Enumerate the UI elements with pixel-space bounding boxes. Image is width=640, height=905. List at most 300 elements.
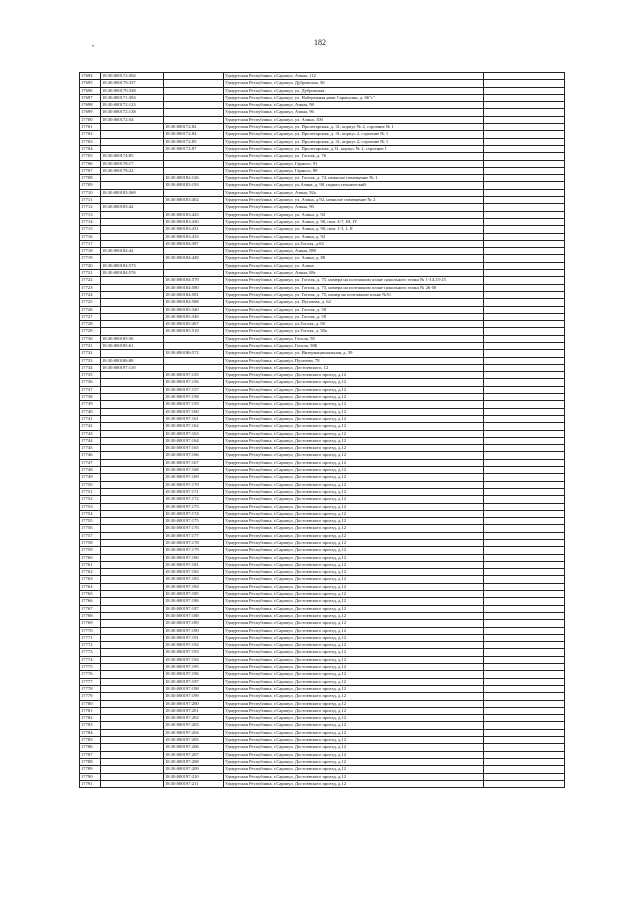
empty-cell xyxy=(484,80,565,87)
building-cadastral-number-cell: 18:30:000197:159 xyxy=(164,401,224,408)
land-cadastral-number-cell xyxy=(101,408,164,415)
land-cadastral-number-cell xyxy=(101,284,164,291)
empty-cell xyxy=(484,634,565,641)
row-number-cell: 17737 xyxy=(80,386,101,393)
building-cadastral-number-cell xyxy=(164,94,224,101)
building-cadastral-number-cell: 18:30:000197:188 xyxy=(164,612,224,619)
building-cadastral-number-cell: 18:30:000197:161 xyxy=(164,415,224,422)
land-cadastral-number-cell xyxy=(101,634,164,641)
row-number-cell: 17731 xyxy=(80,342,101,349)
building-cadastral-number-cell xyxy=(164,342,224,349)
registry-table xyxy=(79,72,565,788)
row-number-cell: 17714 xyxy=(80,218,101,225)
address-cell: Удмуртская Республика, г.Сарапул, Достоевского проезд, д.12 xyxy=(224,758,484,765)
address-cell: Удмуртская Республика, г.Сарапул, ул. Гоголя, д. 58 xyxy=(224,306,484,313)
row-number-cell: 17718 xyxy=(80,248,101,255)
empty-cell xyxy=(484,175,565,182)
address-cell: Удмуртская Республика, г.Сарапул, Достоевского проезд, д.12 xyxy=(224,401,484,408)
table-row xyxy=(80,518,565,525)
row-number-cell: 17703 xyxy=(80,138,101,145)
row-number-cell: 17705 xyxy=(80,153,101,160)
building-cadastral-number-cell: 18:30:000197:208 xyxy=(164,758,224,765)
table-row xyxy=(80,408,565,415)
land-cadastral-number-cell xyxy=(101,488,164,495)
building-cadastral-number-cell: 18:30:000197:178 xyxy=(164,540,224,547)
land-cadastral-number-cell xyxy=(101,291,164,298)
land-cadastral-number-cell xyxy=(101,255,164,262)
building-cadastral-number-cell: 18:30:000197:194 xyxy=(164,656,224,663)
empty-cell xyxy=(484,145,565,152)
page-mark: • xyxy=(92,44,95,50)
empty-cell xyxy=(484,379,565,386)
empty-cell xyxy=(484,160,565,167)
address-cell: Удмуртская Республика, г.Сарапул, Азина, 96 xyxy=(224,109,484,116)
address-cell: Удмуртская Республика, г.Сарапул, Достоевского проезд, д.12 xyxy=(224,591,484,598)
table-row xyxy=(80,394,565,401)
address-cell: Удмуртская Республика, г.Сарапул, Гарного, 89 xyxy=(224,167,484,174)
building-cadastral-number-cell: 18:30:000172:82 xyxy=(164,124,224,131)
empty-cell xyxy=(484,182,565,189)
building-cadastral-number-cell xyxy=(164,102,224,109)
land-cadastral-number-cell xyxy=(101,532,164,539)
building-cadastral-number-cell xyxy=(164,248,224,255)
building-cadastral-number-cell: 18:30:000197:189 xyxy=(164,620,224,627)
empty-cell xyxy=(484,620,565,627)
building-cadastral-number-cell: 18:30:000185:519 xyxy=(164,328,224,335)
address-cell: Удмуртская Республика, г.Сарапул, Достоевского проезд, д.12 xyxy=(224,445,484,452)
building-cadastral-number-cell: 18:30:000197:202 xyxy=(164,715,224,722)
building-cadastral-number-cell: 18:30:000197:182 xyxy=(164,569,224,576)
table-row xyxy=(80,160,565,167)
table-row xyxy=(80,583,565,590)
building-cadastral-number-cell: 18:30:000197:206 xyxy=(164,744,224,751)
table-row xyxy=(80,729,565,736)
land-cadastral-number-cell: 18:30:000184:573 xyxy=(101,262,164,269)
table-row xyxy=(80,197,565,204)
empty-cell xyxy=(484,342,565,349)
table-row xyxy=(80,94,565,101)
empty-cell xyxy=(484,270,565,277)
land-cadastral-number-cell xyxy=(101,430,164,437)
address-cell: Удмуртская Республика, г.Сарапул, Достоевского проезд, д.12 xyxy=(224,642,484,649)
building-cadastral-number-cell: 18:30:000197:183 xyxy=(164,576,224,583)
row-number-cell: 17700 xyxy=(80,116,101,123)
land-cadastral-number-cell xyxy=(101,547,164,554)
land-cadastral-number-cell xyxy=(101,744,164,751)
row-number-cell: 17695 xyxy=(80,80,101,87)
table-row xyxy=(80,510,565,517)
address-cell: Удмуртская Республика, г.Сарапул, Достоевского проезд, д.12 xyxy=(224,678,484,685)
table-row xyxy=(80,211,565,218)
empty-cell xyxy=(484,226,565,233)
row-number-cell: 17742 xyxy=(80,423,101,430)
building-cadastral-number-cell: 18:30:000197:196 xyxy=(164,671,224,678)
land-cadastral-number-cell xyxy=(101,313,164,320)
address-cell: Удмуртская Республика, г.Сарапул, Достоевского проезд, д.12 xyxy=(224,554,484,561)
address-cell: Удмуртская Республика, г.Сарапул, Достоевского проезд, д.12 xyxy=(224,569,484,576)
table-row xyxy=(80,357,565,364)
land-cadastral-number-cell: 18:30:000170:338 xyxy=(101,87,164,94)
address-cell: Удмуртская Республика, г.Сарапул, Достоевского проезд, д.12 xyxy=(224,481,484,488)
empty-cell xyxy=(484,116,565,123)
empty-cell xyxy=(484,445,565,452)
empty-cell xyxy=(484,591,565,598)
land-cadastral-number-cell xyxy=(101,467,164,474)
address-cell: Удмуртская Республика, г.Сарапул, Азина, 90 xyxy=(224,204,484,211)
empty-cell xyxy=(484,569,565,576)
table-row xyxy=(80,131,565,138)
land-cadastral-number-cell xyxy=(101,561,164,568)
table-row xyxy=(80,540,565,547)
empty-cell xyxy=(484,664,565,671)
row-number-cell: 17694 xyxy=(80,73,101,80)
building-cadastral-number-cell: 18:30:000197:176 xyxy=(164,525,224,532)
table-row xyxy=(80,612,565,619)
empty-cell xyxy=(484,138,565,145)
empty-cell xyxy=(484,394,565,401)
empty-cell xyxy=(484,598,565,605)
address-cell: Удмуртская Республика, г.Сарапул, Достоевского проезд, д.12 xyxy=(224,722,484,729)
row-number-cell: 17791 xyxy=(80,780,101,787)
table-row xyxy=(80,576,565,583)
empty-cell xyxy=(484,715,565,722)
building-cadastral-number-cell: 18:30:000197:200 xyxy=(164,700,224,707)
table-row xyxy=(80,751,565,758)
empty-cell xyxy=(484,153,565,160)
empty-cell xyxy=(484,291,565,298)
building-cadastral-number-cell: 18:30:000197:201 xyxy=(164,707,224,714)
address-cell: Удмуртская Республика, г.Сарапул, Достоевского проезд, д.12 xyxy=(224,620,484,627)
address-cell: Удмуртская Республика, г.Сарапул, Достоевского проезд, д.12 xyxy=(224,773,484,780)
row-number-cell: 17699 xyxy=(80,109,101,116)
row-number-cell: 17743 xyxy=(80,430,101,437)
table-row xyxy=(80,321,565,328)
row-number-cell: 17782 xyxy=(80,715,101,722)
building-cadastral-number-cell: 18:30:000197:167 xyxy=(164,459,224,466)
address-cell: Удмуртская Республика, г.Сарапул, ул. Азина, д. 90, пом. 4-7, III, IV xyxy=(224,218,484,225)
land-cadastral-number-cell xyxy=(101,350,164,357)
table-row xyxy=(80,415,565,422)
building-cadastral-number-cell: 18:30:000197:191 xyxy=(164,634,224,641)
empty-cell xyxy=(484,372,565,379)
address-cell: Удмуртская Республика, г.Сарапул, Достоевского проезд, д.12 xyxy=(224,780,484,787)
address-cell: Удмуртская Республика, г.Сарапул, ул. Пролетарская, д.31, корпус № 2, строение 1 xyxy=(224,145,484,152)
land-cadastral-number-cell xyxy=(101,437,164,444)
table-row xyxy=(80,605,565,612)
address-cell: Удмуртская Республика, г.Сарапул, Достоевского проезд, д.12 xyxy=(224,766,484,773)
empty-cell xyxy=(484,561,565,568)
land-cadastral-number-cell xyxy=(101,510,164,517)
table-row xyxy=(80,80,565,87)
land-cadastral-number-cell xyxy=(101,182,164,189)
address-cell: Удмуртская Республика, г.Сарапул, ул. Пролетарская, д. 31, корпус 2, строение № 1 xyxy=(224,131,484,138)
row-number-cell: 17727 xyxy=(80,313,101,320)
building-cadastral-number-cell: 18:30:000197:177 xyxy=(164,532,224,539)
address-cell: Удмуртская Республика, г.Сарапул, Достоевского проезд, д.12 xyxy=(224,415,484,422)
address-cell: Удмуртская Республика, г.Сарапул, Достоевского проезд, д.12 xyxy=(224,532,484,539)
empty-cell xyxy=(484,109,565,116)
land-cadastral-number-cell xyxy=(101,306,164,313)
land-cadastral-number-cell xyxy=(101,503,164,510)
address-cell: Удмуртская Республика, г.Сарапул, Достоевского проезд, д.12 xyxy=(224,664,484,671)
building-cadastral-number-cell xyxy=(164,189,224,196)
registry-table-body xyxy=(80,73,565,788)
row-number-cell: 17760 xyxy=(80,554,101,561)
empty-cell xyxy=(484,474,565,481)
empty-cell xyxy=(484,766,565,773)
address-cell: Удмуртская Республика, г.Сарапул, ул.Гоголя, д. 58а xyxy=(224,328,484,335)
address-cell: Удмуртская Республика, г.Сарапул, Достоевского проезд, д.12 xyxy=(224,737,484,744)
empty-cell xyxy=(484,248,565,255)
table-row xyxy=(80,73,565,80)
land-cadastral-number-cell: 18:30:000185:56 xyxy=(101,335,164,342)
building-cadastral-number-cell: 18:30:000197:155 xyxy=(164,372,224,379)
land-cadastral-number-cell xyxy=(101,452,164,459)
row-number-cell: 17776 xyxy=(80,671,101,678)
row-number-cell: 17740 xyxy=(80,408,101,415)
land-cadastral-number-cell xyxy=(101,576,164,583)
empty-cell xyxy=(484,576,565,583)
address-cell: Удмуртская Республика, г.Сарапул, Достоевского проезд, д.12 xyxy=(224,518,484,525)
building-cadastral-number-cell: 18:30:000184:588 xyxy=(164,299,224,306)
empty-cell xyxy=(484,124,565,131)
land-cadastral-number-cell xyxy=(101,700,164,707)
row-number-cell: 17716 xyxy=(80,233,101,240)
address-cell: Удмуртская Республика, г.Сарапул, Достоевского проезд, д.12 xyxy=(224,547,484,554)
empty-cell xyxy=(484,488,565,495)
land-cadastral-number-cell xyxy=(101,729,164,736)
building-cadastral-number-cell: 18:30:000197:172 xyxy=(164,496,224,503)
table-row xyxy=(80,109,565,116)
address-cell: Удмуртская Республика, г.Сарапул, ул. Пугачева, д. 62 xyxy=(224,299,484,306)
table-row xyxy=(80,364,565,371)
building-cadastral-number-cell xyxy=(164,109,224,116)
table-row xyxy=(80,561,565,568)
land-cadastral-number-cell xyxy=(101,598,164,605)
empty-cell xyxy=(484,94,565,101)
table-row xyxy=(80,277,565,284)
empty-cell xyxy=(484,751,565,758)
building-cadastral-number-cell: 18:30:000183:431 xyxy=(164,226,224,233)
table-row xyxy=(80,262,565,269)
building-cadastral-number-cell xyxy=(164,262,224,269)
row-number-cell: 17755 xyxy=(80,518,101,525)
table-row xyxy=(80,313,565,320)
row-number-cell: 17724 xyxy=(80,291,101,298)
address-cell: Удмуртская Республика, г.Сарапул, Азина, 88г xyxy=(224,270,484,277)
table-row xyxy=(80,189,565,196)
building-cadastral-number-cell: 18:30:000197:192 xyxy=(164,642,224,649)
building-cadastral-number-cell: 18:30:000185:349 xyxy=(164,313,224,320)
address-cell: Удмуртская Республика, г.Сарапул, Достоевского проезд, д.12 xyxy=(224,467,484,474)
building-cadastral-number-cell xyxy=(164,204,224,211)
row-number-cell: 17749 xyxy=(80,474,101,481)
table-row xyxy=(80,306,565,313)
building-cadastral-number-cell: 18:30:000197:173 xyxy=(164,503,224,510)
address-cell: Удмуртская Республика, г.Сарапул, Достоевского проезд, д.12 xyxy=(224,583,484,590)
land-cadastral-number-cell xyxy=(101,226,164,233)
row-number-cell: 17785 xyxy=(80,737,101,744)
land-cadastral-number-cell xyxy=(101,780,164,787)
empty-cell xyxy=(484,262,565,269)
empty-cell xyxy=(484,496,565,503)
empty-cell xyxy=(484,321,565,328)
table-row xyxy=(80,598,565,605)
table-row xyxy=(80,452,565,459)
row-number-cell: 17736 xyxy=(80,379,101,386)
building-cadastral-number-cell xyxy=(164,153,224,160)
address-cell: Удмуртская Республика, г.Сарапул, ул. Гоголя, д. 75, номера на поэтажном плане цокольного этажа № 26-50 xyxy=(224,284,484,291)
empty-cell xyxy=(484,693,565,700)
empty-cell xyxy=(484,729,565,736)
table-row xyxy=(80,474,565,481)
table-row xyxy=(80,685,565,692)
row-number-cell: 17704 xyxy=(80,145,101,152)
land-cadastral-number-cell: 18:30:000183:42 xyxy=(101,204,164,211)
row-number-cell: 17734 xyxy=(80,364,101,371)
empty-cell xyxy=(484,357,565,364)
building-cadastral-number-cell: 18:30:000197:168 xyxy=(164,467,224,474)
row-number-cell: 17759 xyxy=(80,547,101,554)
empty-cell xyxy=(484,707,565,714)
building-cadastral-number-cell: 18:30:000197:169 xyxy=(164,474,224,481)
table-row xyxy=(80,342,565,349)
row-number-cell: 17739 xyxy=(80,401,101,408)
land-cadastral-number-cell xyxy=(101,715,164,722)
empty-cell xyxy=(484,189,565,196)
building-cadastral-number-cell: 18:30:000197:179 xyxy=(164,547,224,554)
building-cadastral-number-cell: 18:30:000184:581 xyxy=(164,291,224,298)
row-number-cell: 17752 xyxy=(80,496,101,503)
land-cadastral-number-cell xyxy=(101,459,164,466)
table-row xyxy=(80,671,565,678)
table-row xyxy=(80,780,565,787)
empty-cell xyxy=(484,218,565,225)
land-cadastral-number-cell xyxy=(101,328,164,335)
table-row xyxy=(80,233,565,240)
land-cadastral-number-cell xyxy=(101,612,164,619)
row-number-cell: 17763 xyxy=(80,576,101,583)
building-cadastral-number-cell: 18:30:000197:174 xyxy=(164,510,224,517)
row-number-cell: 17767 xyxy=(80,605,101,612)
table-row xyxy=(80,467,565,474)
land-cadastral-number-cell xyxy=(101,277,164,284)
row-number-cell: 17713 xyxy=(80,211,101,218)
table-row xyxy=(80,248,565,255)
empty-cell xyxy=(484,583,565,590)
row-number-cell: 17761 xyxy=(80,561,101,568)
row-number-cell: 17756 xyxy=(80,525,101,532)
address-cell: Удмуртская Республика, г.Сарапул, ул. Гоголя, д. 76 xyxy=(224,153,484,160)
address-cell: Удмуртская Республика, г.Сарапул, ул. Гоголя, д. 75, номер на поэтажном плане №51 xyxy=(224,291,484,298)
empty-cell xyxy=(484,102,565,109)
address-cell: Удмуртская Республика, г.Сарапул, Достоевского проезд, д.12 xyxy=(224,540,484,547)
address-cell: Удмуртская Республика, г.Сарапул, Достоевского проезд, д.12 xyxy=(224,627,484,634)
empty-cell xyxy=(484,510,565,517)
address-cell: Удмуртская Республика, г.Сарапул, Достоевского проезд, д.12 xyxy=(224,729,484,736)
empty-cell xyxy=(484,518,565,525)
empty-cell xyxy=(484,87,565,94)
address-cell: Удмуртская Республика, г.Сарапул, ул.Гоголя, д.63 xyxy=(224,240,484,247)
building-cadastral-number-cell: 18:30:000197:210 xyxy=(164,773,224,780)
address-cell: Удмуртская Республика, г.Сарапул, Достоевского проезд, д.12 xyxy=(224,430,484,437)
land-cadastral-number-cell xyxy=(101,758,164,765)
row-number-cell: 17789 xyxy=(80,766,101,773)
building-cadastral-number-cell xyxy=(164,364,224,371)
empty-cell xyxy=(484,547,565,554)
building-cadastral-number-cell: 18:30:000197:184 xyxy=(164,583,224,590)
address-cell: Удмуртская Республика, г.Сарапул, Достоевского проезд, д.12 xyxy=(224,561,484,568)
table-row xyxy=(80,299,565,306)
address-cell: Удмуртская Республика, г.Сарапул, ул.Азина, д. 90, подвал технический xyxy=(224,182,484,189)
address-cell: Удмуртская Республика, г.Сарапул, ул. Азина, д. 92 xyxy=(224,211,484,218)
land-cadastral-number-cell xyxy=(101,627,164,634)
table-row xyxy=(80,328,565,335)
land-cadastral-number-cell xyxy=(101,678,164,685)
table-row xyxy=(80,678,565,685)
land-cadastral-number-cell xyxy=(101,583,164,590)
building-cadastral-number-cell: 18:30:000197:211 xyxy=(164,780,224,787)
building-cadastral-number-cell: 18:30:000172:84 xyxy=(164,131,224,138)
empty-cell xyxy=(484,612,565,619)
table-row xyxy=(80,102,565,109)
table-row xyxy=(80,372,565,379)
table-row xyxy=(80,423,565,430)
address-cell: Удмуртская Республика, г.Сарапул, Достоевского проезд, д.12 xyxy=(224,423,484,430)
row-number-cell: 17745 xyxy=(80,445,101,452)
address-cell: Удмуртская Республика, г.Сарапул, Достоевского, 12 xyxy=(224,364,484,371)
table-row xyxy=(80,138,565,145)
table-row xyxy=(80,335,565,342)
address-cell: Удмуртская Республика, г.Сарапул, Достоевского проезд, д.12 xyxy=(224,693,484,700)
address-cell: Удмуртская Республика, г.Сарапул, Достоевского проезд, д.12 xyxy=(224,437,484,444)
empty-cell xyxy=(484,255,565,262)
row-number-cell: 17701 xyxy=(80,124,101,131)
row-number-cell: 17738 xyxy=(80,394,101,401)
building-cadastral-number-cell: 18:30:000186:572 xyxy=(164,350,224,357)
building-cadastral-number-cell: 18:30:000197:180 xyxy=(164,554,224,561)
table-row xyxy=(80,379,565,386)
empty-cell xyxy=(484,722,565,729)
empty-cell xyxy=(484,306,565,313)
table-row xyxy=(80,284,565,291)
building-cadastral-number-cell: 18:30:000197:163 xyxy=(164,430,224,437)
land-cadastral-number-cell xyxy=(101,496,164,503)
table-row xyxy=(80,386,565,393)
empty-cell xyxy=(484,642,565,649)
table-row xyxy=(80,656,565,663)
table-row xyxy=(80,145,565,152)
address-cell: Удмуртская Республика, г.Сарапул, Достоевского проезд, д.12 xyxy=(224,685,484,692)
land-cadastral-number-cell: 18:30:000185:61 xyxy=(101,342,164,349)
empty-cell xyxy=(484,685,565,692)
table-row xyxy=(80,124,565,131)
land-cadastral-number-cell xyxy=(101,211,164,218)
address-cell: Удмуртская Республика, г.Сарапул, Достоевского проезд, д.12 xyxy=(224,598,484,605)
empty-cell xyxy=(484,350,565,357)
row-number-cell: 17712 xyxy=(80,204,101,211)
land-cadastral-number-cell: 18:30:000197:110 xyxy=(101,364,164,371)
table-row xyxy=(80,437,565,444)
address-cell: Удмуртская Республика, г.Сарапул, ул. Дубровская xyxy=(224,87,484,94)
table-row xyxy=(80,153,565,160)
row-number-cell: 17708 xyxy=(80,175,101,182)
building-cadastral-number-cell: 18:30:000197:193 xyxy=(164,649,224,656)
row-number-cell: 17762 xyxy=(80,569,101,576)
empty-cell xyxy=(484,401,565,408)
land-cadastral-number-cell xyxy=(101,773,164,780)
address-cell: Удмуртская Республика, г.Сарапул, Достоевского проезд, д.12 xyxy=(224,707,484,714)
